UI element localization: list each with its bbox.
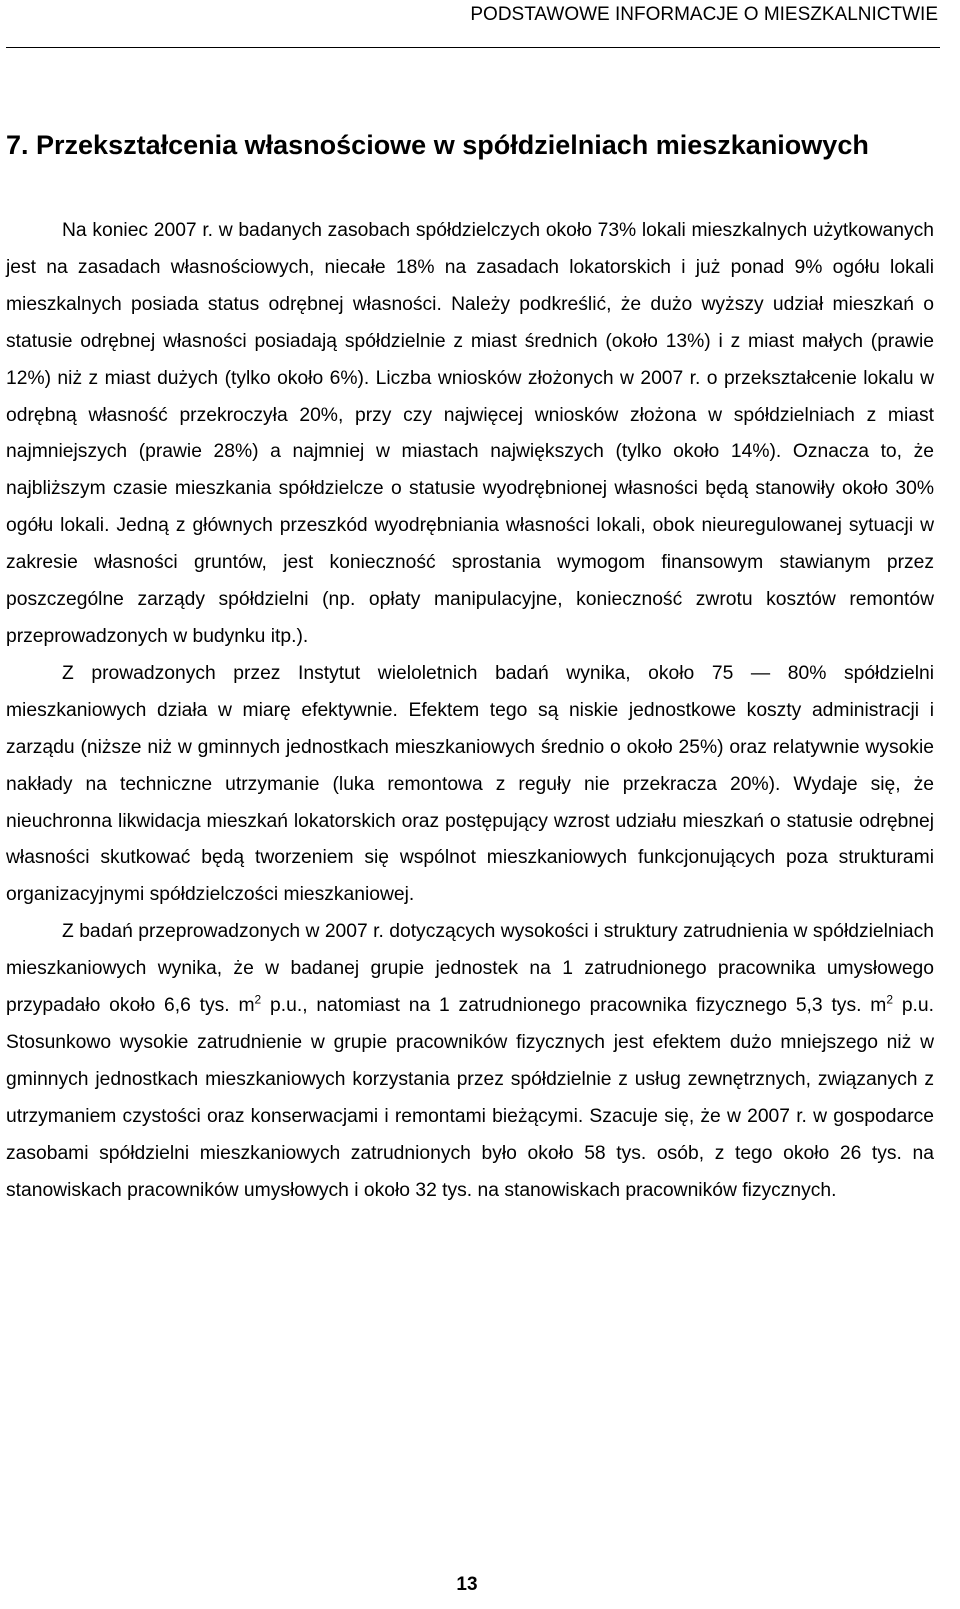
paragraph-employment-part-2: p.u., natomiast na 1 zatrudnionego pracownika fizycznego 5,3 tys. m — [261, 995, 887, 1017]
paragraph-employment-part-3: p.u. Stosunkowo wysokie zatrudnienie w grupie pracowników fizycznych jest efektem dużo mniejszego niż w gminnych jednostkach mieszkaniowych korzystania przez spółdzielnie z usług zewnętrznych, związanych z utrzymaniem czystości oraz konserwacjami i remontami bieżącymi. Szacuje się, że w 2007 r. w gospodarce zasobami spółdzielni mieszkaniowych zatrudnionych było około 58 tys. osób, z tego około 26 tys. na stanowiskach pracowników umysłowych i około 32 tys. na stanowiskach pracowników fizycznych. — [6, 995, 934, 1201]
running-header: PODSTAWOWE INFORMACJE O MIESZKALNICTWIE — [470, 4, 938, 25]
page-number: 13 — [456, 1574, 478, 1595]
paragraph-employment-part-1: Z badań przeprowadzonych w 2007 r. dotyczących wysokości i struktury zatrudnienia w spółdzielniach mieszkaniowych wynika, że w badanej grupie jednostek na 1 zatrudnionego pracownika umysłowego przypadało około 6,6 tys. m — [6, 921, 934, 1017]
superscript-square: 2 — [886, 992, 894, 1007]
chapter-title: 7. Przekształcenia własnościowe w spółdzielniach mieszkaniowych — [6, 130, 869, 160]
paragraph-ownership-structure: Na koniec 2007 r. w badanych zasobach spółdzielczych około 73% lokali mieszkalnych użytkowanych jest na zasadach własnościowych, niecałe 18% na zasadach lokatorskich i już ponad 9% ogółu lokali mieszkalnych posiada status odrębnej własności. Należy podkreślić, że dużo wyższy udział mieszkań o statusie odrębnej własności posiadają spółdzielnie z miast średnich (około 13%) i z miast małych (prawie 12%) niż z miast dużych (tylko około 6%). Liczba wniosków złożonych w 2007 r. o przekształcenie lokalu w odrębną własność przekroczyła 20%, przy czy najwięcej wniosków złożona w spółdzielniach z miast najmniejszych (prawie 28%) a najmniej w miastach największych (tylko około 14%). Oznacza to, że najbliższym czasie mieszkania spółdzielcze o statusie wyodrębnionej własności będą stanowiły około 30% ogółu lokali. Jedną z głównych przeszkód wyodrębniania własności lokali, obok nieuregulowanej sytuacji w zakresie własności gruntów, jest konieczność sprostania wymogom finansowym stawianym przez poszczególne zarządy spółdzielni (np. opłaty manipulacyjne, konieczność zwrotu kosztów remontów przeprowadzonych w budynku itp.). — [6, 220, 934, 647]
paragraph-employment — [6, 914, 934, 1209]
paragraph-efficiency: Z prowadzonych przez Instytut wieloletnich badań wynika, około 75 — 80% spółdzielni mieszkaniowych działa w miarę efektywnie. Efektem tego są niskie jednostkowe koszty administracji i zarządu (niższe niż w gminnych jednostkach mieszkaniowych średnio o około 25%) oraz relatywnie wysokie nakłady na techniczne utrzymanie (luka remontowa z reguły nie przekracza 20%). Wydaje się, że nieuchronna likwidacja mieszkań lokatorskich oraz postępujący wzrost udziału mieszkań o statusie odrębnej własności skutkować będą tworzeniem się wspólnot mieszkaniowych funkcjonujących poza strukturami organizacyjnymi spółdzielczości mieszkaniowej. — [6, 662, 934, 906]
superscript-square: 2 — [254, 992, 262, 1007]
header-rule — [6, 47, 940, 48]
body-text — [6, 213, 934, 1209]
